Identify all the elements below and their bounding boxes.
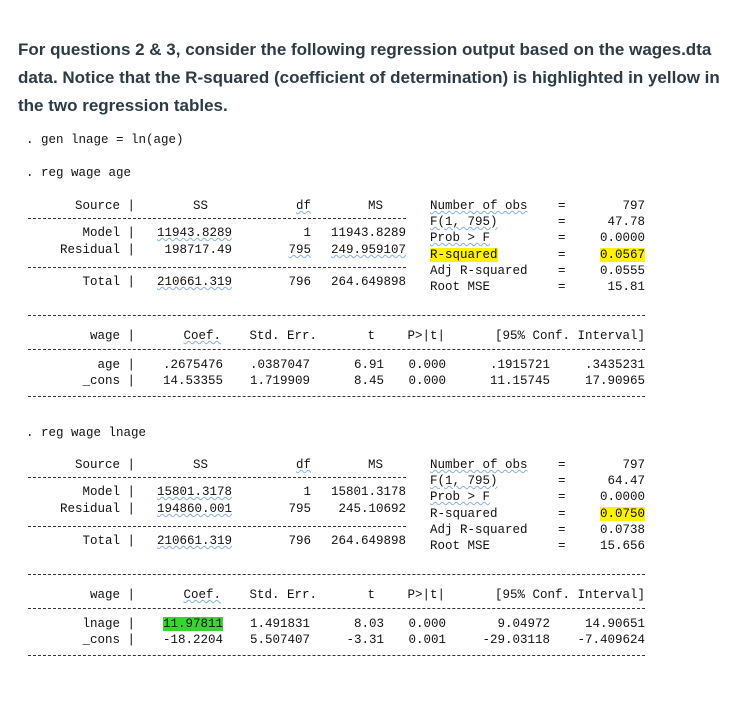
stat-value: 797 [622, 199, 645, 213]
p-value: 0.001 [408, 633, 446, 647]
question-intro: For questions 2 & 3, consider the following regression output based on the wages.dta data. Notice that the R-squared (coefficient of determination) is highlighted in yellow in the two regression tables. [18, 40, 720, 115]
anova-row-label: Model | [82, 485, 135, 499]
stat-equals: = [558, 199, 566, 213]
stat-label: Prob > F [430, 231, 491, 245]
p-header: P>|t| [407, 588, 445, 602]
anova-ms: 11943.8289 [330, 226, 406, 240]
ci-low: 11.15745 [489, 374, 550, 388]
ci-high: 14.90651 [584, 617, 645, 631]
stat-value: 15.81 [607, 280, 645, 294]
ci-header: [95% Conf. Interval] [494, 588, 645, 602]
stat-equals: = [558, 523, 566, 537]
coef-var: _cons | [82, 633, 135, 647]
source-header: Source | [74, 458, 135, 472]
coef-separator [28, 655, 645, 656]
coef-value: 11.97811 [162, 617, 223, 631]
t-header: t [367, 329, 375, 343]
anova-ss: 194860.001 [156, 502, 232, 516]
se-value: 5.507407 [249, 633, 310, 647]
anova-ms: 264.649898 [330, 534, 406, 548]
coef-value: -18.2204 [162, 633, 223, 647]
coef-separator [28, 349, 645, 350]
df-header: df [295, 199, 311, 213]
anova-row-label: Model | [82, 226, 135, 240]
anova-separator [28, 477, 406, 478]
t-value: 8.03 [353, 617, 384, 631]
stat-equals: = [558, 539, 566, 553]
stat-value: 0.0750 [599, 507, 645, 521]
anova-ss: 210661.319 [156, 275, 232, 289]
anova-df: 796 [288, 275, 311, 289]
ms-header: MS [367, 458, 383, 472]
anova-df: 795 [288, 502, 311, 516]
stat-label: Root MSE [430, 280, 491, 294]
t-value: -3.31 [346, 633, 384, 647]
coef-var: _cons | [82, 374, 135, 388]
coef-var: lnage | [82, 617, 135, 631]
command-line: . reg wage age [26, 166, 132, 180]
stat-equals: = [558, 474, 566, 488]
stat-value: 797 [622, 458, 645, 472]
anova-ss: 210661.319 [156, 534, 232, 548]
se-value: 1.719909 [249, 374, 310, 388]
anova-row-label: Residual | [59, 502, 135, 516]
anova-row-label: Total | [82, 534, 135, 548]
coef-value: .2675476 [162, 358, 223, 372]
ms-header: MS [367, 199, 383, 213]
stat-value: 0.0000 [599, 231, 645, 245]
ci-high: 17.90965 [584, 374, 645, 388]
p-value: 0.000 [408, 374, 446, 388]
command-line: . gen lnage = ln(age) [26, 133, 184, 147]
stat-equals: = [558, 215, 566, 229]
se-header: Std. Err. [249, 329, 317, 343]
stat-value: 0.0000 [599, 490, 645, 504]
stat-value: 0.0738 [599, 523, 645, 537]
t-header: t [367, 588, 375, 602]
coef-dep-header: wage | [89, 329, 135, 343]
anova-separator [28, 526, 406, 527]
coef-header: Coef. [183, 329, 221, 343]
coef-separator [28, 608, 645, 609]
anova-separator [28, 267, 406, 268]
stat-label: Number of obs [430, 199, 528, 213]
coef-var: age | [97, 358, 135, 372]
stat-equals: = [558, 490, 566, 504]
stat-equals: = [558, 280, 566, 294]
stat-label: R-squared [430, 507, 498, 521]
stat-value: 47.78 [607, 215, 645, 229]
stat-equals: = [558, 458, 566, 472]
stat-label: Number of obs [430, 458, 528, 472]
coef-header: Coef. [183, 588, 221, 602]
anova-separator [28, 218, 406, 219]
stat-label: Prob > F [430, 490, 491, 504]
coef-value: 14.53355 [162, 374, 223, 388]
anova-df: 1 [303, 485, 311, 499]
anova-df: 795 [288, 243, 311, 257]
stat-value: 0.0567 [599, 248, 645, 262]
df-header: df [295, 458, 311, 472]
stat-label: F(1, 795) [430, 474, 498, 488]
t-value: 8.45 [353, 374, 384, 388]
ci-header: [95% Conf. Interval] [494, 329, 645, 343]
command-line: . reg wage lnage [26, 426, 147, 440]
stat-value: 15.656 [599, 539, 645, 553]
anova-ms: 245.10692 [338, 502, 406, 516]
stat-label: Adj R-squared [430, 523, 528, 537]
p-header: P>|t| [407, 329, 445, 343]
anova-ss: 15801.3178 [156, 485, 232, 499]
coef-separator [28, 315, 645, 316]
anova-df: 1 [303, 226, 311, 240]
stat-value: 64.47 [607, 474, 645, 488]
stat-label: R-squared [430, 248, 498, 262]
p-value: 0.000 [408, 358, 446, 372]
anova-row-label: Total | [82, 275, 135, 289]
stat-value: 0.0555 [599, 264, 645, 278]
stat-label: Root MSE [430, 539, 491, 553]
ci-high: -7.409624 [577, 633, 645, 647]
stat-label: Adj R-squared [430, 264, 528, 278]
anova-row-label: Residual | [59, 243, 135, 257]
anova-ms: 249.959107 [330, 243, 406, 257]
se-value: 1.491831 [249, 617, 310, 631]
ci-high: .3435231 [584, 358, 645, 372]
ci-low: 9.04972 [497, 617, 550, 631]
ss-header: SS [192, 458, 208, 472]
source-header: Source | [74, 199, 135, 213]
anova-ms: 264.649898 [330, 275, 406, 289]
stat-label: F(1, 795) [430, 215, 498, 229]
se-header: Std. Err. [249, 588, 317, 602]
coef-dep-header: wage | [89, 588, 135, 602]
stat-equals: = [558, 264, 566, 278]
ci-low: .1915721 [489, 358, 550, 372]
t-value: 6.91 [353, 358, 384, 372]
se-value: .0387047 [249, 358, 310, 372]
ci-low: -29.03118 [482, 633, 550, 647]
anova-ss: 11943.8289 [156, 226, 232, 240]
ss-header: SS [192, 199, 208, 213]
coef-separator [28, 574, 645, 575]
stat-equals: = [558, 507, 566, 521]
stat-equals: = [558, 248, 566, 262]
p-value: 0.000 [408, 617, 446, 631]
coef-separator [28, 396, 645, 397]
anova-ss: 198717.49 [164, 243, 232, 257]
anova-ms: 15801.3178 [330, 485, 406, 499]
stat-equals: = [558, 231, 566, 245]
anova-df: 796 [288, 534, 311, 548]
